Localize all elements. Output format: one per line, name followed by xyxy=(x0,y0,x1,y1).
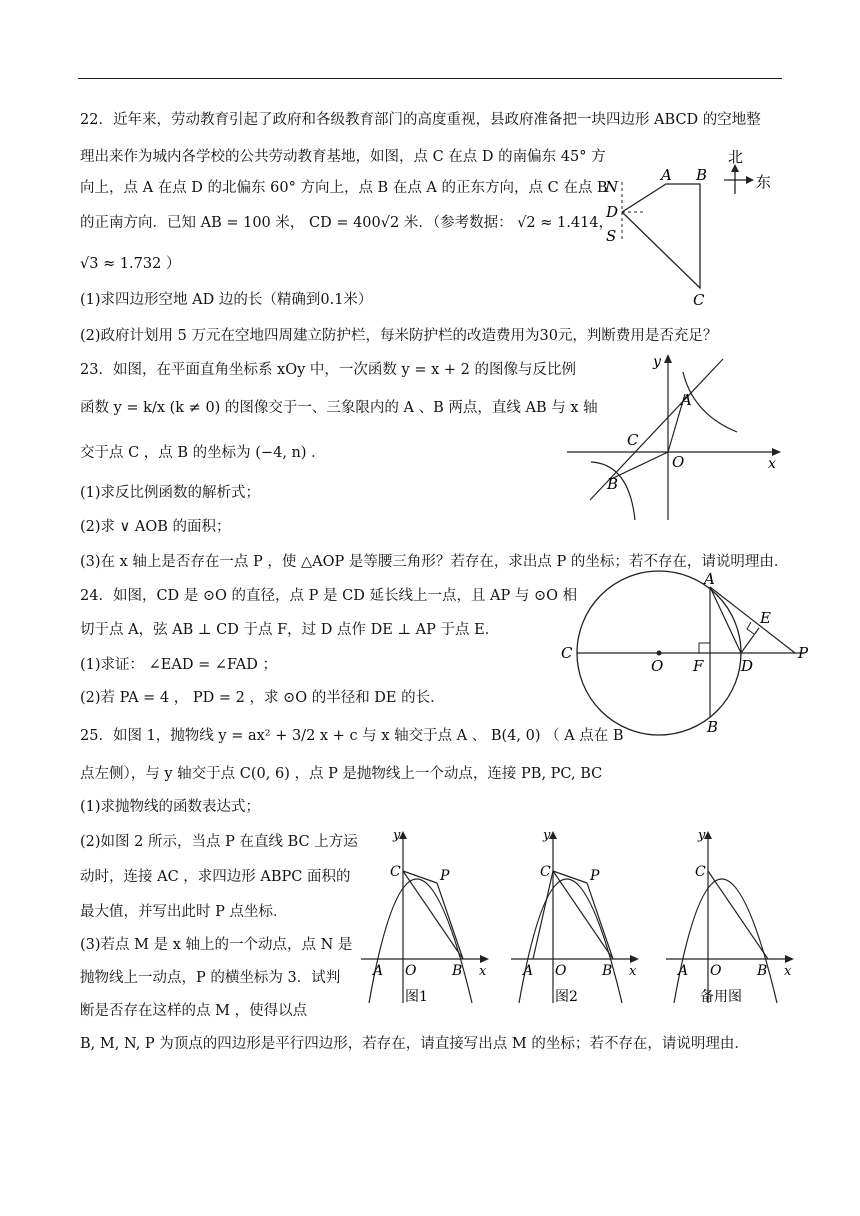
q23-line-2: 函数 y = k/x (k ≠ 0) 的图像交于一、三象限内的 A 、B 两点，直线 AB 与 x 轴 xyxy=(80,400,598,416)
q22-label-B: B xyxy=(696,166,708,184)
q25-fig3-caption: 备用图 xyxy=(700,989,742,1005)
q25-part-1: (1)求抛物线的函数表达式； xyxy=(80,799,261,815)
q25-fig2-label-O: O xyxy=(555,963,567,979)
q24-label-A: A xyxy=(704,570,715,588)
q22-label-C: C xyxy=(693,291,705,309)
q25-figure-2 xyxy=(505,825,645,1010)
q23-label-B: B xyxy=(607,475,619,493)
q25-fig1-label-A: A xyxy=(373,963,384,979)
q24-label-P: P xyxy=(798,644,809,662)
q24-line-2: 切于点 A，弦 AB ⊥ CD 于点 F，过 D 点作 DE ⊥ AP 于点 E． xyxy=(80,622,500,638)
q25-fig2-axis-x: x xyxy=(629,964,637,979)
q25-figure-1 xyxy=(355,825,495,1010)
q23-label-C: C xyxy=(627,431,639,449)
q23-figure xyxy=(565,352,785,527)
q25-fig2-label-A: A xyxy=(523,963,534,979)
q25-part-3-line-2: 抛物线上一动点，P 的横坐标为 3．试判 xyxy=(80,970,341,986)
q24-label-C: C xyxy=(561,644,573,662)
q22-figure xyxy=(600,140,790,315)
q22-line-4: 的正南方向．已知 AB = 100 米， CD = 400√2 米．（参考数据： √2 ≈ 1.414， xyxy=(80,215,614,231)
q23-part-1: (1)求反比例函数的解析式； xyxy=(80,485,261,501)
q25-fig2-label-B: B xyxy=(602,963,613,979)
q25-figure-spare xyxy=(660,825,800,1010)
q25-fig3-label-O: O xyxy=(710,963,722,979)
q22-east-label: 东 xyxy=(756,173,772,191)
q22-label-A: A xyxy=(661,166,672,184)
q23-part-3: (3)在 x 轴上是否存在一点 P ，使 △AOP 是等腰三角形？若存在，求出点 P 的坐标；若不存在，请说明理由． xyxy=(80,554,789,570)
q25-part-2-line-1: (2)如图 2 所示，当点 P 在直线 BC 上方运 xyxy=(80,834,358,850)
q25-fig2-label-P: P xyxy=(590,868,600,884)
q22-label-N: N xyxy=(605,178,619,196)
q24-label-E: E xyxy=(760,609,771,627)
q25-part-2-line-2: 动时，连接 AC ，求四边形 ABPC 面积的 xyxy=(80,869,351,885)
q24-part-2: (2)若 PA = 4 ， PD = 2 ，求 ⊙O 的半径和 DE 的长． xyxy=(80,690,445,706)
q22-part-1: (1)求四边形空地 AD 边的长（精确到0.1米） xyxy=(80,292,373,308)
q25-part-2-line-3: 最大值，并写出此时 P 点坐标． xyxy=(80,904,288,920)
q25-line-1: 25．如图 1，抛物线 y = ax² + 3/2 x + c 与 x 轴交于点 A 、 B(4, 0) （ A 点在 B xyxy=(80,728,624,744)
q25-part-3-line-4: B, M, N, P 为顶点的四边形是平行四边形，若存在，请直接写出点 M 的坐标；若不存在，请说明理由． xyxy=(80,1036,749,1052)
q23-axis-y: y xyxy=(653,354,661,370)
q24-figure xyxy=(555,565,815,745)
q24-line-1: 24．如图，CD 是 ⊙O 的直径，点 P 是 CD 延长线上一点，且 AP 与 ⊙O 相 xyxy=(80,588,578,604)
q25-fig3-axis-y: y xyxy=(698,828,706,843)
q25-fig1-label-C: C xyxy=(390,864,401,880)
q24-label-O: O xyxy=(651,657,664,675)
q22-part-2: (2)政府计划用 5 万元在空地四周建立防护栏，每米防护栏的改造费用为30元，判断费用是否充足？ xyxy=(80,328,718,344)
q24-label-B: B xyxy=(707,718,719,736)
q25-fig3-label-B: B xyxy=(757,963,768,979)
header-rule xyxy=(78,78,782,79)
q22-north-label: 北 xyxy=(728,148,744,166)
q23-part-2: (2)求 ∨ AOB 的面积； xyxy=(80,519,231,535)
q23-axis-x: x xyxy=(768,456,776,472)
q23-line-3: 交于点 C ，点 B 的坐标为 (−4, n) ． xyxy=(80,445,326,461)
q22-line-1: 22．近年来，劳动教育引起了政府和各级教育部门的高度重视，县政府准备把一块四边形 ABCD 的空地整 xyxy=(80,112,761,128)
q22-line-2: 理出来作为城内各学校的公共劳动教育基地，如图，点 C 在点 D 的南偏东 45° 方 xyxy=(80,149,606,165)
q25-part-3-line-3: 断是否存在这样的点 M ，使得以点 xyxy=(80,1003,308,1019)
q25-fig2-axis-y: y xyxy=(543,828,551,843)
q22-label-S: S xyxy=(606,227,617,245)
q23-label-O: O xyxy=(672,453,685,471)
q25-part-3-line-1: (3)若点 M 是 x 轴上的一个动点，点 N 是 xyxy=(80,937,353,953)
q24-label-D: D xyxy=(741,657,754,675)
q25-fig1-label-B: B xyxy=(452,963,463,979)
q25-fig1-label-P: P xyxy=(440,868,450,884)
q25-fig2-label-C: C xyxy=(540,864,551,880)
q25-fig3-axis-x: x xyxy=(784,964,792,979)
q24-label-F: F xyxy=(693,657,704,675)
q25-fig1-caption: 图1 xyxy=(405,989,428,1005)
q25-fig1-axis-x: x xyxy=(479,964,487,979)
q22-label-D: D xyxy=(606,203,619,221)
q23-line-1: 23．如图，在平面直角坐标系 xOy 中，一次函数 y = x + 2 的图像与反比例 xyxy=(80,362,576,378)
q25-line-2: 点左侧），与 y 轴交于点 C(0, 6) ，点 P 是抛物线上一个动点，连接 PB, PC, BC xyxy=(80,766,603,782)
q25-fig3-label-C: C xyxy=(695,864,706,880)
q25-fig2-caption: 图2 xyxy=(555,989,578,1005)
q24-part-1: (1)求证： ∠EAD = ∠FAD ； xyxy=(80,657,278,673)
q25-fig1-axis-y: y xyxy=(393,828,401,843)
q25-fig1-label-O: O xyxy=(405,963,417,979)
q25-fig3-label-A: A xyxy=(678,963,689,979)
q22-line-3: 向上，点 A 在点 D 的北偏东 60° 方向上，点 B 在点 A 的正东方向，点 C 在点 B xyxy=(80,180,608,196)
q23-label-A: A xyxy=(681,391,692,409)
q22-line-5: √3 ≈ 1.732 ） xyxy=(80,256,181,272)
